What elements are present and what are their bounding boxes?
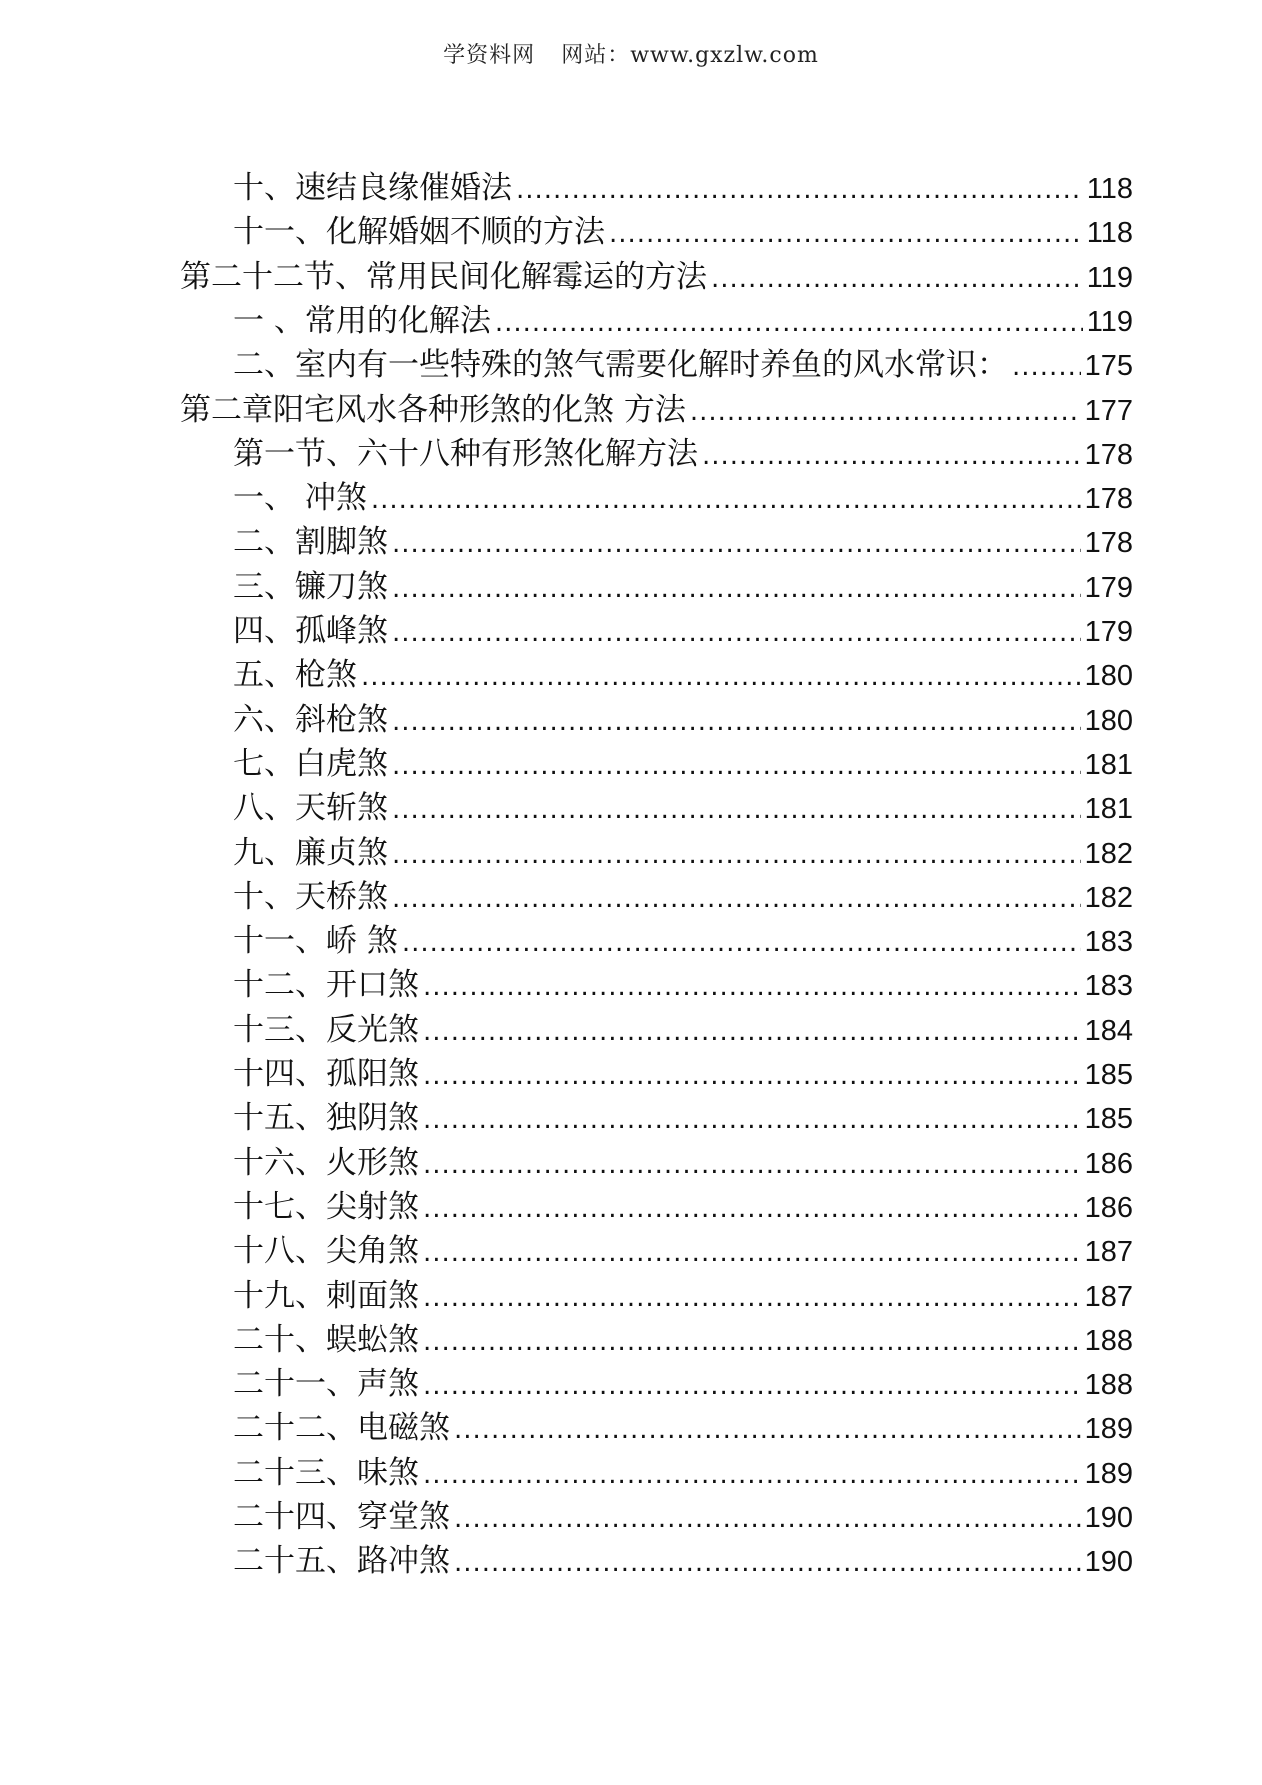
toc-dot-leader (423, 1187, 1081, 1231)
toc-entry-page-number: 186 (1084, 1147, 1133, 1180)
toc-entry-page-number: 175 (1084, 350, 1133, 383)
toc-entry[interactable] (233, 698, 1133, 742)
toc-entry[interactable] (233, 1185, 1133, 1229)
toc-dot-leader (454, 1408, 1081, 1452)
toc-entry-title: 十三、反光煞 (233, 1011, 419, 1048)
toc-entry-page-number: 183 (1084, 970, 1133, 1003)
toc-dot-leader (423, 1054, 1081, 1098)
toc-dot-leader (423, 1453, 1081, 1497)
toc-entry[interactable] (233, 742, 1133, 786)
toc-dot-leader (392, 877, 1081, 921)
toc-entry-page-number: 190 (1084, 1546, 1133, 1579)
toc-dot-leader (423, 1276, 1081, 1320)
toc-entry-page-number: 183 (1084, 926, 1133, 959)
toc-dot-leader (392, 700, 1081, 744)
toc-entry[interactable] (233, 432, 1133, 476)
toc-entry[interactable] (233, 1362, 1133, 1406)
toc-entry-page-number: 186 (1084, 1191, 1133, 1224)
toc-entry-title: 二十、蜈蚣煞 (233, 1321, 419, 1358)
toc-dot-leader (702, 434, 1081, 478)
toc-entry[interactable] (233, 875, 1133, 919)
toc-entry-title: 十一、化解婚姻不顺的方法 (233, 214, 605, 251)
toc-entry-title: 十、天桥煞 (233, 878, 388, 915)
toc-dot-leader (609, 212, 1083, 256)
toc-entry-title: 一、 冲煞 (233, 480, 367, 517)
toc-entry-title: 第二十二节、常用民间化解霉运的方法 (180, 258, 707, 295)
toc-entry-page-number: 184 (1084, 1014, 1133, 1047)
toc-dot-leader (402, 921, 1081, 965)
toc-entry-page-number: 187 (1084, 1236, 1133, 1269)
toc-entry[interactable] (233, 1539, 1133, 1583)
toc-entry-page-number: 188 (1084, 1369, 1133, 1402)
toc-dot-leader (454, 1541, 1081, 1585)
toc-entry[interactable] (233, 963, 1133, 1007)
toc-entry-title: 一 、常用的化解法 (233, 302, 491, 339)
toc-entry-page-number: 185 (1084, 1103, 1133, 1136)
toc-entry-page-number: 118 (1086, 217, 1133, 250)
toc-entry-title: 十一、峤 煞 (233, 923, 398, 960)
toc-entry[interactable] (233, 1495, 1133, 1539)
toc-entry[interactable] (180, 255, 1133, 299)
toc-entry-title: 第二章阳宅风水各种形煞的化煞 方法 (180, 391, 686, 428)
toc-entry-title: 二十四、穿堂煞 (233, 1499, 450, 1535)
toc-entry[interactable] (233, 919, 1133, 963)
toc-entry-page-number: 180 (1084, 704, 1133, 737)
toc-entry-title: 四、孤峰煞 (233, 613, 388, 649)
toc-entry[interactable] (233, 299, 1133, 343)
toc-entry-title: 二十二、电磁煞 (233, 1410, 450, 1447)
toc-dot-leader (392, 744, 1081, 788)
toc-entry-title: 十七、尖射煞 (233, 1188, 419, 1225)
toc-entry[interactable] (233, 609, 1133, 653)
toc-dot-leader (361, 655, 1081, 699)
toc-entry[interactable] (233, 1451, 1133, 1495)
toc-entry-page-number: 187 (1084, 1280, 1133, 1313)
toc-dot-leader (711, 257, 1083, 301)
toc-entry-title: 十九、刺面煞 (233, 1277, 419, 1314)
toc-entry-title: 六、斜枪煞 (233, 701, 388, 738)
toc-entry[interactable] (233, 1274, 1133, 1318)
toc-entry-page-number: 185 (1084, 1059, 1133, 1091)
toc-entry-page-number: 178 (1084, 438, 1133, 471)
toc-entry[interactable] (180, 388, 1133, 432)
toc-entry-title: 九、廉贞煞 (233, 834, 388, 871)
toc-entry-page-number: 119 (1086, 305, 1133, 338)
toc-dot-leader (371, 478, 1081, 522)
toc-entry-title: 十、速结良缘催婚法 (233, 170, 512, 206)
toc-entry-page-number: 188 (1084, 1324, 1133, 1357)
toc-entry-page-number: 178 (1084, 527, 1133, 560)
toc-entry[interactable] (233, 565, 1133, 609)
toc-entry-title: 十六、火形煞 (233, 1144, 419, 1181)
toc-entry[interactable] (233, 1096, 1133, 1140)
toc-entry[interactable] (233, 831, 1133, 875)
toc-dot-leader (423, 1010, 1081, 1054)
toc-entry-page-number: 181 (1084, 793, 1133, 826)
toc-entry-title: 五、枪煞 (233, 657, 357, 694)
toc-entry[interactable] (233, 653, 1133, 697)
toc-entry[interactable] (233, 1229, 1133, 1273)
toc-entry-title: 三、镰刀煞 (233, 568, 388, 605)
toc-entry-page-number: 189 (1084, 1457, 1133, 1490)
toc-entry-title: 二十三、味煞 (233, 1454, 419, 1491)
toc-entry-page-number: 189 (1084, 1413, 1133, 1446)
toc-entry-title: 二、割脚煞 (233, 524, 388, 561)
toc-entry-title: 十八、尖角煞 (233, 1233, 419, 1270)
toc-dot-leader (690, 390, 1081, 434)
page-header (0, 38, 1262, 69)
toc-entry[interactable] (233, 786, 1133, 830)
toc-entry[interactable] (233, 476, 1133, 520)
toc-dot-leader (516, 168, 1083, 212)
toc-entry-page-number: 179 (1084, 616, 1133, 648)
toc-dot-leader (392, 788, 1081, 832)
toc-dot-leader (392, 522, 1081, 566)
toc-dot-leader (392, 611, 1081, 655)
toc-entry-title: 二、室内有一些特殊的煞气需要化解时养鱼的风水常识： (233, 347, 1008, 384)
toc-entry-page-number: 181 (1084, 748, 1133, 781)
toc-dot-leader (1012, 345, 1081, 389)
toc-entry-page-number: 180 (1084, 660, 1133, 693)
toc-entry[interactable] (233, 520, 1133, 564)
toc-dot-leader (423, 1231, 1081, 1275)
toc-dot-leader (423, 965, 1081, 1009)
toc-entry-title: 七、白虎煞 (233, 745, 388, 782)
toc-entry[interactable] (233, 1141, 1133, 1185)
toc-entry-page-number: 179 (1084, 571, 1133, 604)
toc-entry-page-number: 119 (1086, 261, 1133, 294)
toc-entry[interactable] (233, 1008, 1133, 1052)
toc-entry-title: 十二、开口煞 (233, 967, 419, 1004)
toc-entry[interactable] (233, 1406, 1133, 1450)
toc-dot-leader (392, 833, 1081, 877)
toc-entry-page-number: 182 (1084, 881, 1133, 914)
toc-entry[interactable] (233, 1052, 1133, 1096)
toc-entry-page-number: 177 (1084, 394, 1133, 427)
toc-entry-title: 二十一、声煞 (233, 1366, 419, 1403)
toc-entry[interactable] (233, 1318, 1133, 1362)
toc-entry-title: 十五、独阴煞 (233, 1100, 419, 1137)
toc-entry-page-number: 182 (1084, 837, 1133, 870)
toc-entry-title: 二十五、路冲煞 (233, 1543, 450, 1580)
toc-entry-page-number: 118 (1086, 173, 1133, 205)
toc-entry[interactable] (233, 343, 1133, 387)
toc-dot-leader (495, 301, 1083, 345)
toc-entry-title: 十四、孤阳煞 (233, 1056, 419, 1092)
toc-dot-leader (423, 1320, 1081, 1364)
toc-entry[interactable] (233, 166, 1133, 210)
toc-entry[interactable] (233, 210, 1133, 254)
toc-entry-page-number: 178 (1084, 483, 1133, 516)
toc-dot-leader (423, 1143, 1081, 1187)
toc-entry-page-number: 190 (1084, 1502, 1133, 1534)
toc-dot-leader (423, 1098, 1081, 1142)
toc-dot-leader (454, 1497, 1081, 1541)
toc-dot-leader (423, 1364, 1081, 1408)
toc-entry-title: 八、天斩煞 (233, 790, 388, 827)
site-url: 网站：www.gxzlw.com (561, 43, 819, 68)
toc-entry-title: 第一节、六十八种有形煞化解方法 (233, 435, 698, 472)
toc-dot-leader (392, 567, 1081, 611)
site-name: 学资料网 (443, 43, 536, 68)
